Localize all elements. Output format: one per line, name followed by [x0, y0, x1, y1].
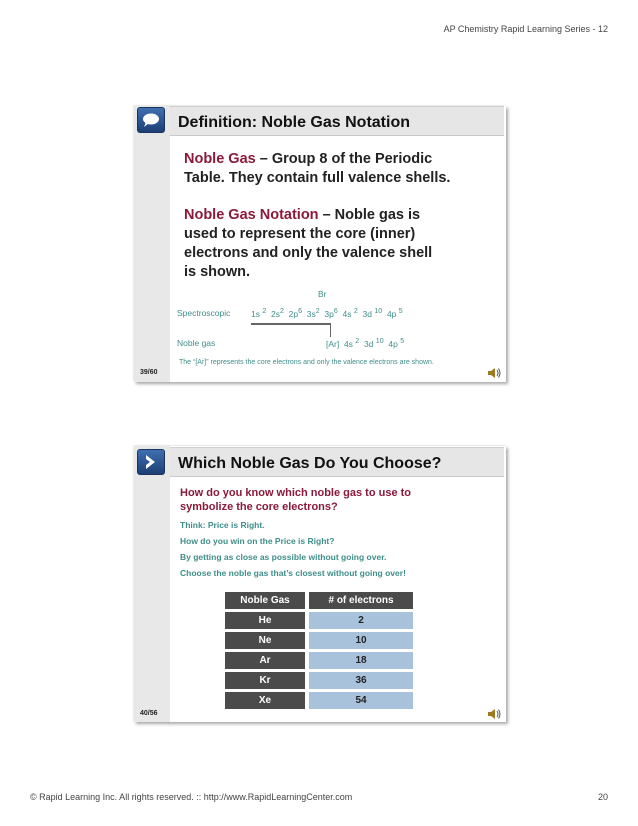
- hints: [180, 517, 406, 581]
- table-row: [225, 692, 413, 709]
- electrons-cell: 2: [305, 612, 413, 629]
- electrons-cell: 36: [305, 672, 413, 689]
- term-noble-gas-notation: Noble Gas Notation: [184, 207, 319, 223]
- gas-cell: Ne: [225, 632, 305, 649]
- page-number: 20: [597, 792, 608, 802]
- page-header: AP Chemistry Rapid Learning Series - 12: [443, 24, 608, 34]
- question: How do you know which noble gas to use to symbolize the core electrons?: [180, 487, 412, 513]
- hint-item: Think: Price is Right.: [180, 520, 265, 530]
- noble-gas-definition: Noble Gas – Group 8 of the Periodic Table. They contain full valence shells.: [184, 151, 451, 186]
- hint-item: Choose the noble gas that’s closest without going over!: [180, 568, 406, 578]
- table-row: [225, 672, 413, 689]
- core-electron-note: The “[Ar]” represents the core electrons and only the valence electrons are shown.: [179, 359, 434, 366]
- electrons-cell: 10: [305, 632, 413, 649]
- core-electrons-bracket: [251, 323, 331, 325]
- element-label: Br: [318, 289, 327, 299]
- slide-2-sidebar: [134, 446, 170, 722]
- term-noble-gas: Noble Gas: [184, 151, 256, 167]
- gas-cell: Ar: [225, 652, 305, 669]
- table-row: [225, 652, 413, 669]
- bracket-connector: [330, 323, 331, 337]
- noble-gas-config: [Ar] 4s $^2$ 3d $^{10}$ 4p $^5$: [326, 337, 405, 349]
- speaker-icon[interactable]: [487, 707, 501, 719]
- slide-1-title: Definition: Noble Gas Notation: [170, 106, 504, 136]
- copyright-footer: © Rapid Learning Inc. All rights reserved. :: http://www.RapidLearningCenter.com: [30, 792, 353, 802]
- spectroscopic-label: Spectroscopic: [177, 308, 231, 318]
- spectroscopic-config: 1s $^2$ $2s^2$ $2p^6$ $3s^2$ $3p^6$ 4s $^2$ 3d $^{10}$ 4p $^5$: [251, 307, 403, 319]
- table-row: [225, 612, 413, 629]
- table-row: [225, 632, 413, 649]
- hint-item: By getting as close as possible without going over.: [180, 552, 387, 562]
- speaker-icon[interactable]: [487, 366, 501, 378]
- noble-gas-notation-definition: Noble Gas Notation – Noble gas is used to represent the core (inner) electrons and only the valence shell is shown.: [184, 207, 433, 280]
- electrons-cell: 18: [305, 652, 413, 669]
- slide-2-page-number: 40/56: [140, 710, 158, 717]
- header-electrons: # of electrons: [305, 592, 413, 609]
- slide-2-title: Which Noble Gas Do You Choose?: [170, 447, 504, 477]
- gas-cell: He: [225, 612, 305, 629]
- speech-bubble-icon: [137, 107, 165, 133]
- slide-1-sidebar: [134, 106, 170, 382]
- slide-1-page-number: 39/60: [140, 369, 158, 376]
- header-noble-gas: Noble Gas: [225, 592, 305, 609]
- noble-gas-label: Noble gas: [177, 338, 216, 348]
- hint-item: How do you win on the Price is Right?: [180, 536, 335, 546]
- table-header-row: [225, 592, 413, 609]
- gas-cell: Kr: [225, 672, 305, 689]
- electrons-cell: 54: [305, 692, 413, 709]
- noble-gas-table: [225, 589, 413, 712]
- chevron-right-icon: [137, 449, 165, 475]
- gas-cell: Xe: [225, 692, 305, 709]
